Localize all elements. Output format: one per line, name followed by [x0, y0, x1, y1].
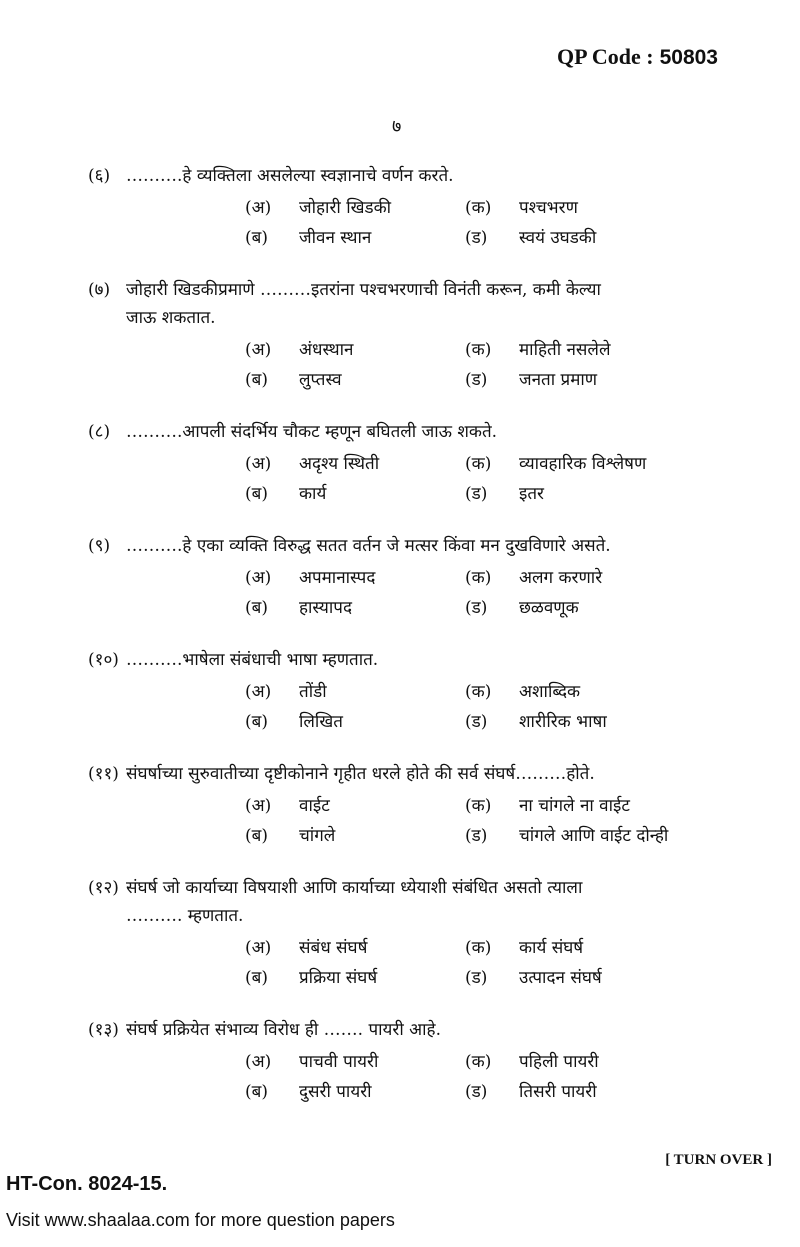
option-text: लिखित	[299, 712, 343, 732]
qp-code-label: QP Code :	[557, 44, 654, 69]
option-label: (अ)	[245, 454, 272, 474]
option	[465, 336, 725, 364]
page-number: ७	[392, 116, 402, 137]
option-text: स्वयं उघडकी	[519, 228, 597, 248]
option-text: अलग करणारे	[519, 568, 603, 588]
question-9	[88, 532, 748, 622]
question-8	[88, 418, 748, 508]
option	[245, 480, 465, 508]
qp-code-value: 50803	[659, 46, 718, 69]
options	[245, 450, 748, 508]
option	[465, 1048, 725, 1076]
question-10	[88, 646, 748, 736]
options	[245, 792, 748, 850]
option-label: (अ)	[245, 938, 272, 958]
qp-code	[557, 44, 718, 70]
question-text: ………. म्हणतात.	[126, 906, 244, 926]
option-text: ना चांगले ना वाईट	[519, 796, 630, 816]
option-text: तिसरी पायरी	[519, 1082, 597, 1102]
option-label: (ड)	[465, 826, 488, 846]
question-line	[88, 646, 748, 674]
option	[245, 450, 465, 478]
option-label: (ड)	[465, 968, 488, 988]
option-text: इतर	[519, 484, 544, 504]
question-text: जाऊ शकतात.	[126, 308, 216, 328]
option-text: चांगले	[299, 826, 336, 846]
option	[245, 1048, 465, 1076]
question-13	[88, 1016, 748, 1106]
option-label: (ड)	[465, 1082, 488, 1102]
option-label: (ब)	[245, 968, 268, 988]
option-text: व्यावहारिक विश्लेषण	[519, 454, 647, 474]
option	[245, 792, 465, 820]
option-label: (ब)	[245, 370, 268, 390]
option	[245, 336, 465, 364]
question-text: ……….भाषेला संबंधाची भाषा म्हणतात.	[126, 650, 379, 670]
question-text: ……….आपली संदर्भिय चौकट म्हणून बघितली जाऊ शकते.	[126, 422, 498, 442]
option	[465, 678, 725, 706]
option-label: (क)	[465, 198, 492, 218]
option	[245, 194, 465, 222]
question-line	[88, 874, 748, 902]
option-label: (ब)	[245, 598, 268, 618]
option	[465, 822, 725, 850]
option	[245, 594, 465, 622]
option-label: (ड)	[465, 598, 488, 618]
option-label: (ब)	[245, 826, 268, 846]
option-label: (ब)	[245, 484, 268, 504]
option	[465, 934, 725, 962]
footer-visit-text: Visit www.shaalaa.com for more question papers	[6, 1210, 395, 1230]
question-list	[88, 162, 748, 1130]
question-line	[88, 162, 748, 190]
question-11	[88, 760, 748, 850]
option-label: (क)	[465, 682, 492, 702]
option-label: (क)	[465, 796, 492, 816]
question-number: (९)	[88, 536, 111, 556]
option-label: (क)	[465, 454, 492, 474]
option	[245, 678, 465, 706]
option-label: (ब)	[245, 712, 268, 732]
question-text: जोहारी खिडकीप्रमाणे ………इतरांना पश्चभरणाची विनंती करून, कमी केल्या	[126, 280, 601, 300]
options	[245, 1048, 748, 1106]
option-text: कार्य	[299, 484, 327, 504]
question-number: (८)	[88, 422, 111, 442]
option	[245, 708, 465, 736]
option-text: जोहारी खिडकी	[299, 198, 392, 218]
option-text: अशाब्दिक	[519, 682, 581, 702]
option-label: (क)	[465, 568, 492, 588]
option-label: (क)	[465, 1052, 492, 1072]
options	[245, 934, 748, 992]
option-label: (अ)	[245, 198, 272, 218]
option	[245, 366, 465, 394]
option-text: हास्यापद	[299, 598, 352, 618]
options	[245, 194, 748, 252]
option-text: शारीरिक भाषा	[519, 712, 607, 732]
options	[245, 564, 748, 622]
question-line	[88, 276, 748, 304]
question-number: (१२)	[88, 878, 119, 898]
option-label: (ड)	[465, 712, 488, 732]
turn-over-note: [ TURN OVER ]	[665, 1152, 772, 1168]
option	[465, 708, 725, 736]
option-text: लुप्तस्व	[299, 370, 342, 390]
option-text: माहिती नसलेले	[519, 340, 611, 360]
option-label: (ब)	[245, 228, 268, 248]
option-label: (अ)	[245, 682, 272, 702]
question-line	[88, 532, 748, 560]
option	[465, 564, 725, 592]
option-label: (अ)	[245, 340, 272, 360]
option	[465, 480, 725, 508]
option-label: (ड)	[465, 228, 488, 248]
option-text: कार्य संघर्ष	[519, 938, 584, 958]
option-text: पश्चभरण	[519, 198, 578, 218]
options	[245, 678, 748, 736]
option-label: (क)	[465, 340, 492, 360]
question-number: (६)	[88, 166, 111, 186]
question-6	[88, 162, 748, 252]
option	[465, 366, 725, 394]
option-text: उत्पादन संघर्ष	[519, 968, 602, 988]
option-label: (अ)	[245, 568, 272, 588]
option	[245, 934, 465, 962]
option	[465, 792, 725, 820]
option	[465, 224, 725, 252]
question-number: (११)	[88, 764, 119, 784]
option-label: (ड)	[465, 370, 488, 390]
question-text: संघर्षाच्या सुरुवातीच्या दृष्टीकोनाने गृहीत धरले होते की सर्व संघर्ष………होते.	[126, 764, 595, 784]
option	[245, 964, 465, 992]
option-label: (ब)	[245, 1082, 268, 1102]
option-text: अंधस्थान	[299, 340, 354, 360]
question-line	[88, 1016, 748, 1044]
option-text: दुसरी पायरी	[299, 1082, 372, 1102]
option	[245, 564, 465, 592]
option-text: प्रक्रिया संघर्ष	[299, 968, 378, 988]
option-text: अदृश्य स्थिती	[299, 454, 380, 474]
question-line	[88, 418, 748, 446]
options	[245, 336, 748, 394]
option	[465, 1078, 725, 1106]
paper-code: HT-Con. 8024-15.	[6, 1173, 168, 1195]
option-label: (अ)	[245, 1052, 272, 1072]
option	[465, 194, 725, 222]
question-text: ……….हे व्यक्तिला असलेल्या स्वज्ञानाचे वर्णन करते.	[126, 166, 454, 186]
option	[245, 822, 465, 850]
option	[465, 594, 725, 622]
option-label: (ड)	[465, 484, 488, 504]
question-text: संघर्ष प्रक्रियेत संभाव्य विरोध ही ……. पायरी आहे.	[126, 1020, 441, 1040]
question-7	[88, 276, 748, 394]
option	[465, 964, 725, 992]
question-line	[88, 760, 748, 788]
option-text: पहिली पायरी	[519, 1052, 599, 1072]
option-text: वाईट	[299, 796, 330, 816]
question-line	[88, 902, 748, 930]
question-12	[88, 874, 748, 992]
option-text: छळवणूक	[519, 598, 579, 618]
option	[245, 224, 465, 252]
question-number: (७)	[88, 280, 111, 300]
option-label: (क)	[465, 938, 492, 958]
question-text: संघर्ष जो कार्याच्या विषयाशी आणि कार्याच्या ध्येयाशी संबंधित असतो त्याला	[126, 878, 583, 898]
option-text: चांगले आणि वाईट दोन्ही	[519, 826, 669, 846]
option-text: जनता प्रमाण	[519, 370, 598, 390]
question-number: (१३)	[88, 1020, 119, 1040]
question-line	[88, 304, 748, 332]
option-text: पाचवी पायरी	[299, 1052, 379, 1072]
option-text: तोंडी	[299, 682, 327, 702]
option	[245, 1078, 465, 1106]
option-text: संबंध संघर्ष	[299, 938, 368, 958]
option-text: जीवन स्थान	[299, 228, 372, 248]
question-number: (१०)	[88, 650, 119, 670]
option-label: (अ)	[245, 796, 272, 816]
option-text: अपमानास्पद	[299, 568, 376, 588]
question-text: ……….हे एका व्यक्ति विरुद्ध सतत वर्तन जे मत्सर किंवा मन दुखविणारे असते.	[126, 536, 611, 556]
option	[465, 450, 725, 478]
